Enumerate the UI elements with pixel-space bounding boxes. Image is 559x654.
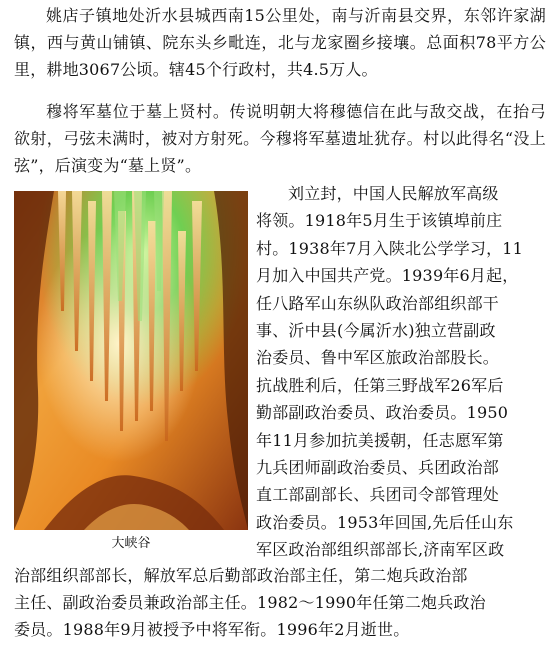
biography-line: 委员。1988年9月被授予中将军衔。1996年2月逝世。 [14,620,410,639]
biography-line: 任八路军山东纵队政治部组织部干 [256,293,500,313]
biography-line: 将领。1918年5月生于该镇埠前庄 [256,211,503,231]
biography-line: 月加入中国共产党。1939年6月起， [256,266,519,286]
biography-line: 政治委员。1953年回国,先后任山东 [256,512,514,532]
biography-line: 九兵团师副政治委员、兵团政治部 [256,458,500,478]
biography-line: 刘立封，中国人民解放军高级 [288,184,499,203]
biography-line: 村。1938年7月入陕北公学学习，11 [256,238,524,258]
biography-line: 事、沂中县(今属沂水)独立营副政 [256,321,496,341]
biography-wrapped-column [256,180,548,564]
cave-photo [14,191,248,530]
biography-line: 治委员、鲁中军区旅政治部股长。 [256,348,500,368]
biography-line: 抗战胜利后，任第三野战军26军后 [256,375,504,395]
biography-line: 勤部副政治委员、政治委员。1950 [256,403,509,423]
biography-line: 直工部副部长、兵团司令部管理处 [256,485,500,505]
biography-line: 治部组织部部长，解放军总后勤部政治部主任，第二炮兵政治部 [14,566,468,585]
biography-line: 军区政治部组织部部长,济南军区政 [256,540,505,560]
paragraph-town-overview: 姚店子镇地处沂水县城西南15公里处，南与沂南县交界，东邻许家湖镇，西与黄山铺镇、院东头乡毗连，北与龙家圈乡接壤。总面积78平方公里，耕地3067公顷。辖45个行政村，共4.5万人。 [14,6,546,79]
paragraph-general-tomb: 穆将军墓位于墓上贤村。传说明朝大将穆德信在此与敌交战，在抬弓欲射，弓弦未满时，被对方射死。今穆将军墓遗址犹存。村以此得名“没上弦”，后演变为“墓上贤”。 [14,102,546,175]
biography-line: 主任、副政治委员兼政治部主任。1982～1990年任第二炮兵政治 [14,593,486,612]
photo-caption: 大峡谷 [111,536,151,551]
biography-full-width [14,562,548,643]
biography-line: 年11月参加抗美援朝，任志愿军第 [256,430,504,450]
